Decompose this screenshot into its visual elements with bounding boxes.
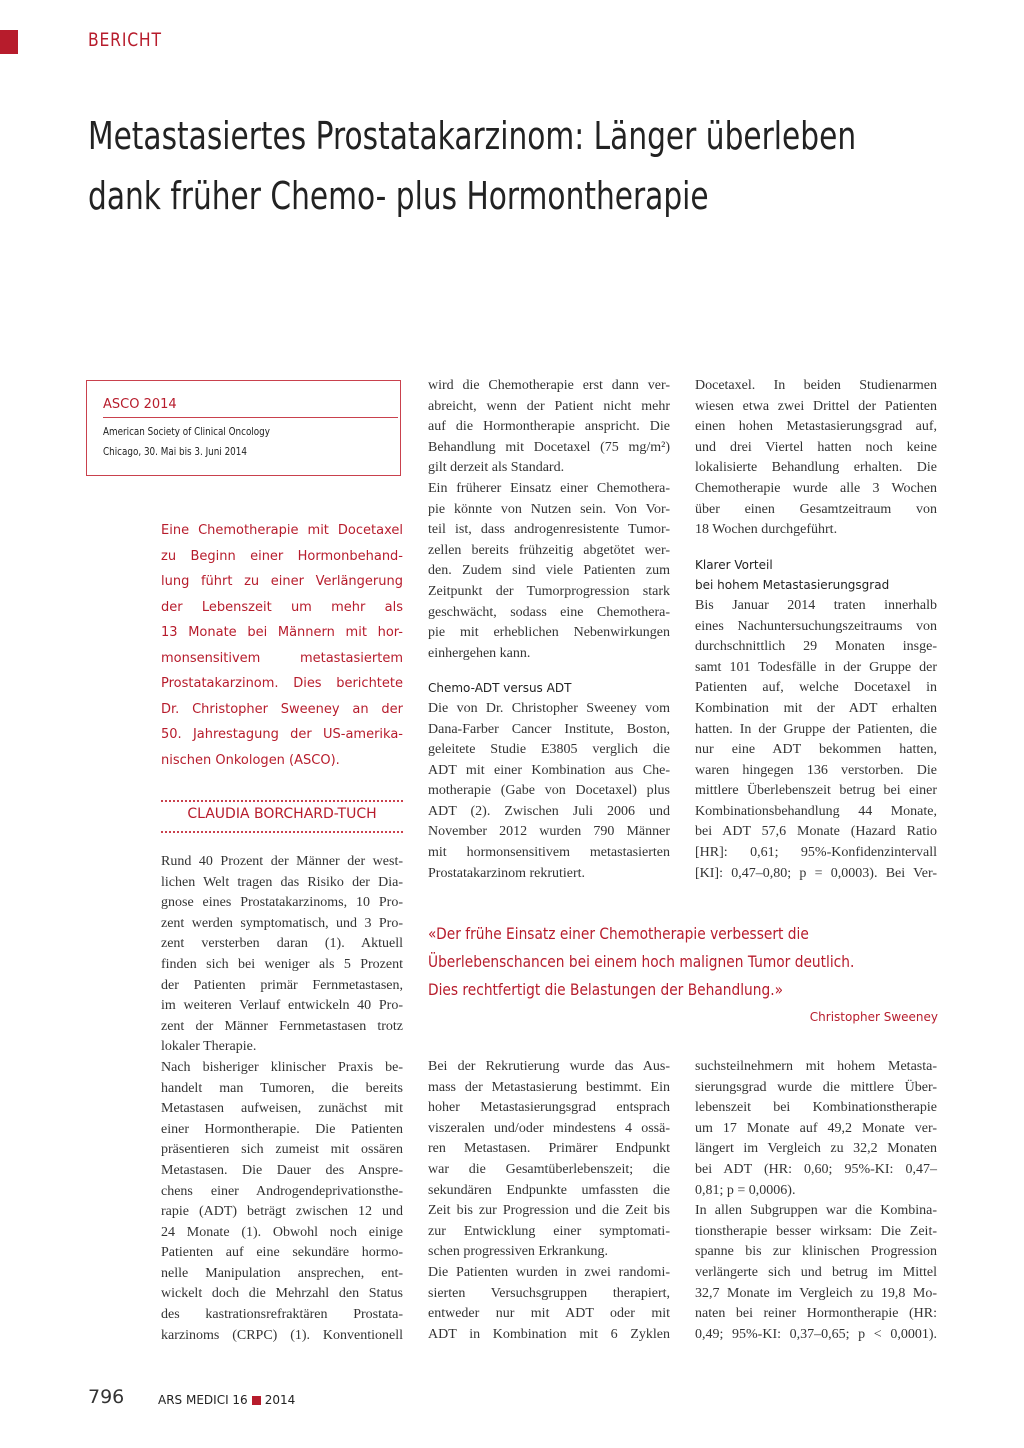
body-line: Patienten auf, welche Docetaxel in (695, 680, 937, 696)
body-line: Nach bisheriger klinischer Praxis be- (161, 1059, 403, 1075)
body-line: abreicht, wenn der Patient nicht mehr (428, 398, 670, 414)
body-column-3-bottom (695, 1057, 937, 1345)
body-line: Zeitpunkt der Tumorprogression stark (428, 583, 670, 599)
body-line: präsentieren sich zumeist mit ossären (161, 1142, 403, 1158)
body-line: 24 Monate (1). Obwohl noch einige (161, 1224, 403, 1240)
body-line: Die Patienten wurden in zwei randomi- (428, 1264, 670, 1280)
paragraph-gap (695, 541, 937, 555)
body-line: bei ADT 57,6 Monate (Hazard Ratio (695, 824, 937, 840)
quote-author: Christopher Sweeney (809, 1010, 938, 1024)
body-line: nur eine ADT bekommen hatten, (695, 742, 937, 758)
subheading: Klarer Vorteil (695, 557, 773, 572)
body-line: mittlere Überlebenszeit betrug bei einer (695, 783, 937, 799)
lead-line: zu Beginn einer Hormonbehand- (161, 548, 403, 564)
body-line: geleitete Studie E3805 verglich die (428, 742, 670, 758)
body-column-2-top (428, 376, 670, 884)
body-line: Patienten auf eine sekundäre hormo- (161, 1245, 403, 1261)
body-line: verlängerte sich und betrug im Mittel (695, 1264, 937, 1280)
body-line: In allen Subgruppen war die Kombina- (695, 1203, 937, 1219)
body-line: sierten Versuchsgruppen therapiert, (428, 1285, 670, 1301)
journal-name: ARS MEDICI 16 (158, 1393, 248, 1407)
lead-line: der Lebenszeit um mehr als (161, 599, 403, 615)
body-line: ADT (2). Zwischen Juli 2006 und (428, 803, 670, 819)
journal-footer (158, 1393, 295, 1407)
body-column-2-bottom (428, 1057, 670, 1345)
section-marker (0, 30, 18, 54)
body-line: sekundären Endpunkte umfassten die (428, 1182, 670, 1198)
body-line: mit hormonsensitivem metastasierten (428, 845, 670, 861)
body-line: zellen bereits frühzeitig abgetötet wer- (428, 542, 670, 558)
body-line: ADT in Kombination mit 6 Zyklen (428, 1326, 670, 1342)
lead-line: Dr. Christopher Sweeney an der (161, 701, 403, 717)
body-line: mass der Metastasierung bestimmt. Ein (428, 1079, 670, 1095)
body-line: Metastasen. Die Dauer des Anspre- (161, 1162, 403, 1178)
article-title (88, 106, 946, 226)
quote-line: Dies rechtfertigt die Belastungen der Behandlung.» (428, 980, 784, 999)
conference-box (86, 380, 401, 476)
conference-divider (103, 417, 398, 418)
conference-place-date: Chicago, 30. Mai bis 3. Juni 2014 (103, 445, 247, 458)
lead-line: 50. Jahrestagung der US-amerika- (161, 727, 403, 742)
body-line: lokalisierte Behandlung erhalten. Die (695, 460, 937, 476)
body-line: Prostatakarzinom rekrutiert. (428, 865, 586, 881)
body-line: rapie (ADT) beträgt zwischen 12 und (161, 1204, 403, 1220)
body-line: lokaler Therapie. (161, 1039, 257, 1055)
body-line: Kombination mit der ADT erhalten (695, 700, 937, 716)
lead-line: monsensitivem metastasiertem (161, 650, 403, 666)
body-line: längert im Vergleich zu 32,2 Monaten (695, 1141, 937, 1157)
body-line: wickelt doch die Mehrzahl den Status (161, 1286, 403, 1302)
body-line: über einen Gesamtzeitraum von (695, 501, 937, 517)
body-line: teil ist, dass androgenresistente Tumor- (428, 522, 670, 538)
conference-org: American Society of Clinical Oncology (103, 425, 270, 438)
lead-paragraph (161, 518, 403, 773)
body-line: nelle Manipulation ansprechen, ent- (161, 1265, 403, 1281)
body-line: der Patienten primär Fernmetastasen, (161, 977, 403, 993)
body-line: um 17 Monate auf 49,2 Monate ver- (695, 1120, 937, 1136)
body-line: ren Metastasen. Primärer Endpunkt (428, 1141, 670, 1157)
body-line: November 2012 wurden 790 Männer (428, 824, 670, 840)
title-line: Metastasiertes Prostatakarzinom: Länger überleben (88, 114, 857, 158)
body-line: chens einer Androgendeprivationsthe- (161, 1183, 403, 1199)
lead-line: Prostatakarzinom. Dies berichtete (161, 676, 403, 691)
body-line: lebenszeit bei Kombinationstherapie (695, 1100, 937, 1116)
body-line: ADT mit einer Kombination aus Che- (428, 762, 670, 778)
body-line: Ein früherer Einsatz einer Chemothera- (428, 480, 670, 496)
body-line: suchsteilnehmern mit hohem Metasta- (695, 1059, 937, 1074)
body-line: samt 101 Todesfälle in der Gruppe der (695, 659, 937, 675)
subheading: bei hohem Metastasierungsgrad (695, 578, 890, 593)
body-line: viszeralen und/oder mindestens 4 ossä- (428, 1120, 670, 1136)
body-line: schen progressiven Erkrankung. (428, 1244, 609, 1260)
body-line: spanne bis zur klinischen Progression (695, 1244, 937, 1260)
body-line: gnose eines Prostatakarzinoms, 10 Pro- (161, 895, 403, 911)
body-line: gilt derzeit als Standard. (428, 460, 565, 476)
quote-line: Überlebenschancen bei einem hoch malignen Tumor deutlich. (428, 952, 855, 971)
body-line: hatten. In der Gruppe der Patienten, die (695, 721, 937, 737)
body-line: eines Nachuntersuchungszeitraums von (695, 618, 937, 634)
body-line: waren hingegen 136 verstorben. Die (695, 762, 937, 778)
body-line: den. Zudem sind viele Patienten zum (428, 563, 670, 579)
body-line: 18 Wochen durchgeführt. (695, 522, 838, 538)
body-line: Chemotherapie wurde alle 3 Wochen (695, 480, 937, 496)
body-line: 0,81; p = 0,0006). (695, 1182, 796, 1198)
body-line: pie mit erheblichen Nebenwirkungen (428, 625, 670, 641)
body-line: einhergehen kann. (428, 645, 531, 661)
paragraph-gap (428, 664, 670, 678)
page-number: 796 (88, 1386, 125, 1408)
body-line: war die Gesamtüberlebenszeit; die (428, 1161, 670, 1177)
body-line: tionstherapie besser wirksam: Die Zeit- (695, 1223, 937, 1239)
author-divider-bottom (161, 831, 403, 833)
body-line: Die von Dr. Christopher Sweeney vom (428, 700, 670, 716)
body-line: im weiteren Verlauf entwickeln 40 Pro- (161, 998, 403, 1014)
author-divider-top (161, 800, 403, 802)
body-line: [KI]: 0,47–0,80; p = 0,0003). Bei Ver- (695, 865, 937, 881)
lead-line: lung führt zu einer Verlängerung (161, 574, 403, 589)
body-line: Behandlung mit Docetaxel (75 mg/m²) (428, 439, 670, 455)
body-line: Bei der Rekrutierung wurde das Aus- (428, 1059, 670, 1074)
body-line: wiesen etwa zwei Drittel der Patienten (695, 398, 937, 414)
body-line: 32,7 Monate im Vergleich zu 19,8 Mo- (695, 1285, 937, 1301)
lead-line: Eine Chemotherapie mit Docetaxel (161, 523, 403, 538)
subheading: Chemo-ADT versus ADT (428, 681, 572, 696)
body-line: zur Entwicklung einer symptomati- (428, 1223, 670, 1239)
body-line: 0,49; 95%-KI: 0,37–0,65; p < 0,0001). (695, 1326, 937, 1342)
body-line: wird die Chemotherapie erst dann ver- (428, 378, 670, 393)
body-line: Metastasen aufweisen, zunächst mit (161, 1101, 403, 1117)
body-line: lichen Welt tragen das Risiko der Dia- (161, 874, 403, 890)
body-line: bei ADT (HR: 0,60; 95%-KI: 0,47– (695, 1161, 937, 1177)
body-line: finden sich bei weniger als 5 Prozent (161, 956, 403, 972)
body-line: sierungsgrad wurde die mittlere Über- (695, 1079, 937, 1095)
quote-line: «Der frühe Einsatz einer Chemotherapie verbessert die (428, 924, 809, 943)
body-line: auf die Hormontherapie anspricht. Die (428, 419, 670, 435)
lead-line: 13 Monate bei Männern mit hor- (161, 625, 403, 640)
body-line: Kombinationsbehandlung 44 Monate, (695, 803, 937, 819)
body-line: [HR]: 0,61; 95%-Konfidenzintervall (695, 845, 937, 861)
body-line: Dana-Farber Cancer Institute, Boston, (428, 721, 670, 737)
body-line: motherapie (Gabe von Docetaxel) plus (428, 783, 670, 799)
pull-quote (428, 920, 948, 1004)
body-line: hoher Metastasierungsgrad entsprach (428, 1100, 670, 1116)
journal-year: 2014 (264, 1393, 296, 1407)
body-line: naten bei reiner Hormontherapie (HR: (695, 1306, 937, 1322)
body-line: geschwächt, sodass eine Chemothera- (428, 604, 670, 620)
conference-title: ASCO 2014 (103, 397, 177, 412)
body-line: Docetaxel. In beiden Studienarmen (695, 378, 937, 393)
body-line: zent werden symptomatisch, und 3 Pro- (161, 915, 403, 931)
body-line: und drei Viertel hatten noch keine (695, 439, 937, 455)
body-line: handelt man Tumoren, die bereits (161, 1080, 403, 1096)
body-line: Zeit bis zur Progression und die Zeit bis (428, 1203, 670, 1219)
body-line: entweder nur mit ADT oder mit (428, 1306, 670, 1322)
separator-square (252, 1396, 261, 1405)
section-label: BERICHT (88, 29, 162, 51)
body-line: durchschnittlich 29 Monaten insge- (695, 639, 937, 655)
author-name: CLAUDIA BORCHARD-TUCH (187, 806, 377, 822)
body-column-1 (161, 852, 403, 1346)
body-line: Rund 40 Prozent der Männer der west- (161, 854, 403, 869)
title-line: dank früher Chemo- plus Hormontherapie (88, 174, 709, 218)
body-line: karzinoms (CRPC) (1). Konventionell (161, 1327, 403, 1343)
body-line: pie könnte von Nutzen sein. Von Vor- (428, 501, 670, 517)
body-line: einen hohen Metastasierungsgrad auf, (695, 419, 937, 435)
body-column-3-top (695, 376, 937, 884)
lead-line: nischen Onkologen (ASCO). (161, 752, 340, 768)
body-line: des kastrationsrefraktären Prostata- (161, 1307, 403, 1323)
body-line: zent versterben daran (1). Aktuell (161, 936, 403, 952)
body-line: Bis Januar 2014 traten innerhalb (695, 597, 937, 613)
body-line: zent der Männer Fernmetastasen trotz (161, 1018, 403, 1034)
body-line: einer Hormontherapie. Die Patienten (161, 1121, 403, 1137)
